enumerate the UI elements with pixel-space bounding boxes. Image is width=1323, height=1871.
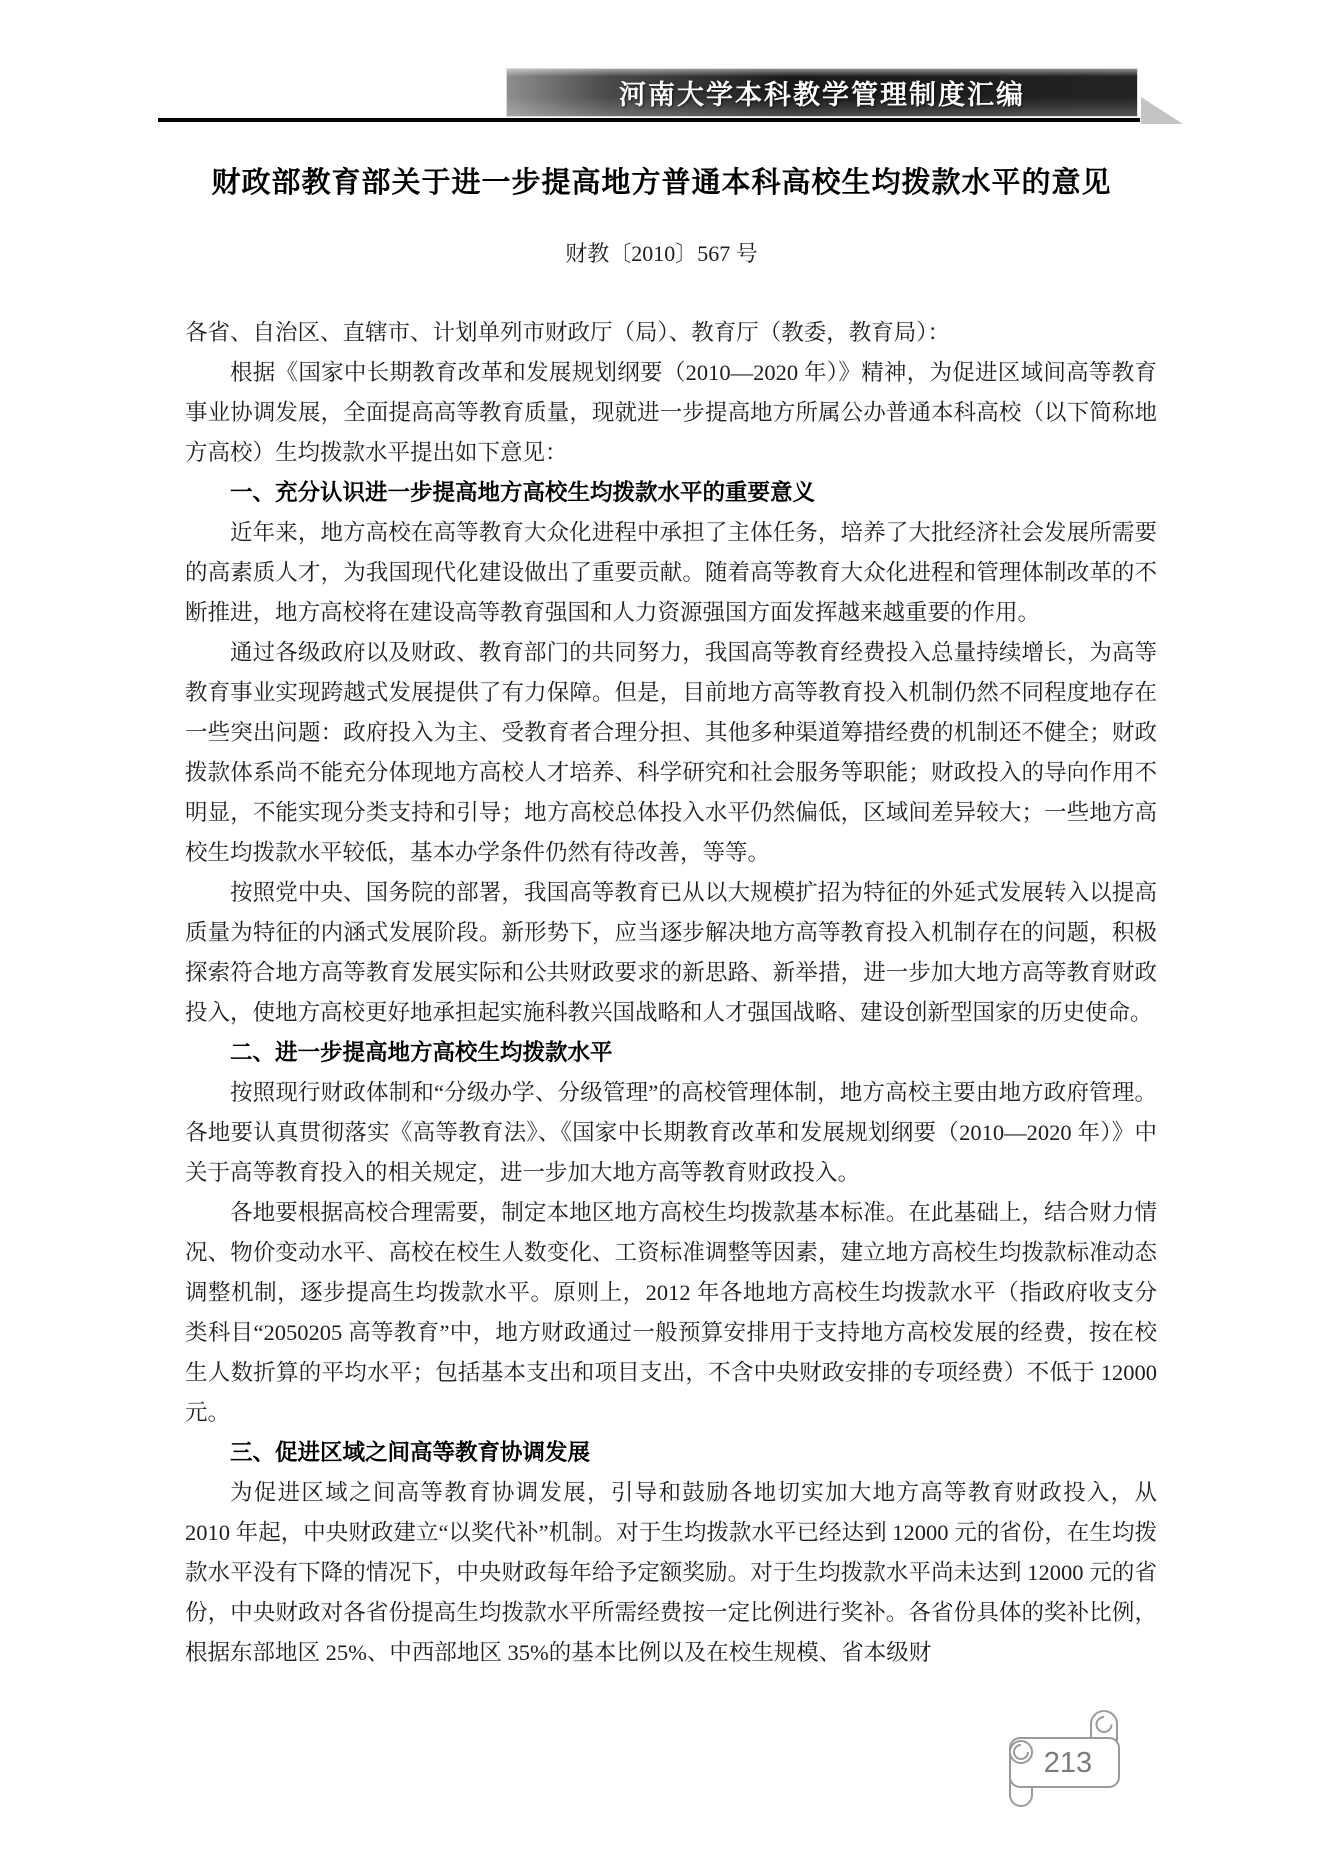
section-heading: 一、充分认识进一步提高地方高校生均拨款水平的重要意义 — [230, 480, 816, 505]
header-banner-title: 河南大学本科教学管理制度汇编 — [619, 80, 1025, 110]
paragraph: 为促进区域之间高等教育协调发展，引导和鼓励各地切实加大地方高等教育财政投入，从 2010 年起，中央财政建立“以奖代补”机制。对于生均拨款水平已经达到 12000 元的省份，在生均拨款水平没有下降的情况下，中央财政每年给予定额奖励。对于生均拨款水平尚未达到 12000 元的省份，中央财政对各省份提高生均拨款水平所需经费按一定比例进行奖补。各省份具体的奖补比例，根据东部地区 25%、中西部地区 35%的基本比例以及在校生规模、省本级财 — [185, 1480, 1157, 1665]
header-rule — [158, 118, 1140, 122]
section-heading: 二、进一步提高地方高校生均拨款水平 — [230, 1040, 613, 1065]
document-number: 财教〔2010〕567 号 — [565, 241, 758, 266]
section-heading: 三、促进区域之间高等教育协调发展 — [230, 1440, 591, 1465]
document-title: 财政部教育部关于进一步提高地方普通本科高校生均拨款水平的意见 — [211, 167, 1112, 199]
page-number: 213 — [1043, 1747, 1093, 1779]
header-banner — [506, 68, 1138, 117]
paragraph: 通过各级政府以及财政、教育部门的共同努力，我国高等教育经费投入总量持续增长，为高等教育事业实现跨越式发展提供了有力保障。但是，目前地方高等教育投入机制仍然不同程度地存在一些突出问题：政府投入为主、受教育者合理分担、其他多种渠道筹措经费的机制还不健全；财政拨款体系尚不能充分体现地方高校人才培养、科学研究和社会服务等职能；财政投入的导向作用不明显，不能实现分类支持和引导；地方高校总体投入水平仍然偏低，区域间差异较大；一些地方高校生均拨款水平较低，基本办学条件仍然有待改善，等等。 — [185, 640, 1157, 865]
paragraph: 近年来，地方高校在高等教育大众化进程中承担了主体任务，培养了大批经济社会发展所需要的高素质人才，为我国现代化建设做出了重要贡献。随着高等教育大众化进程和管理体制改革的不断推进，地方高校将在建设高等教育强国和人力资源强国方面发挥越来越重要的作用。 — [185, 520, 1157, 625]
paragraph: 按照党中央、国务院的部署，我国高等教育已从以大规模扩招为特征的外延式发展转入以提高质量为特征的内涵式发展阶段。新形势下，应当逐步解决地方高等教育投入机制存在的问题，积极探索符合地方高等教育发展实际和公共财政要求的新思路、新举措，进一步加大地方高等教育财政投入，使地方高校更好地承担起实施科教兴国战略和人才强国战略、建设创新型国家的历史使命。 — [185, 880, 1157, 1025]
paragraph: 根据《国家中长期教育改革和发展规划纲要（2010—2020 年）》精神，为促进区域间高等教育事业协调发展，全面提高高等教育质量，现就进一步提高地方所属公办普通本科高校（以下简称地方高校）生均拨款水平提出如下意见： — [185, 360, 1157, 465]
header-arrow-icon — [1141, 97, 1183, 124]
page-number-scroll — [1004, 1706, 1136, 1812]
document-body — [185, 313, 1157, 1673]
paragraph: 各地要根据高校合理需要，制定本地区地方高校生均拨款基本标准。在此基础上，结合财力情况、物价变动水平、高校在校生人数变化、工资标准调整等因素，建立地方高校生均拨款标准动态调整机制，逐步提高生均拨款水平。原则上，2012 年各地地方高校生均拨款水平（指政府收支分类科目“2050205 高等教育”中，地方财政通过一般预算安排用于支持地方高校发展的经费，按在校生人数折算的平均水平；包括基本支出和项目支出，不含中央财政安排的专项经费）不低于 12000 元。 — [185, 1200, 1157, 1425]
paragraph: 各省、自治区、直辖市、计划单列市财政厅（局）、教育厅（教委，教育局）： — [185, 320, 951, 345]
scroll-icon — [1004, 1706, 1136, 1812]
paragraph: 按照现行财政体制和“分级办学、分级管理”的高校管理体制，地方高校主要由地方政府管理。各地要认真贯彻落实《高等教育法》、《国家中长期教育改革和发展规划纲要（2010—2020 年）》中关于高等教育投入的相关规定，进一步加大地方高等教育财政投入。 — [185, 1080, 1157, 1185]
